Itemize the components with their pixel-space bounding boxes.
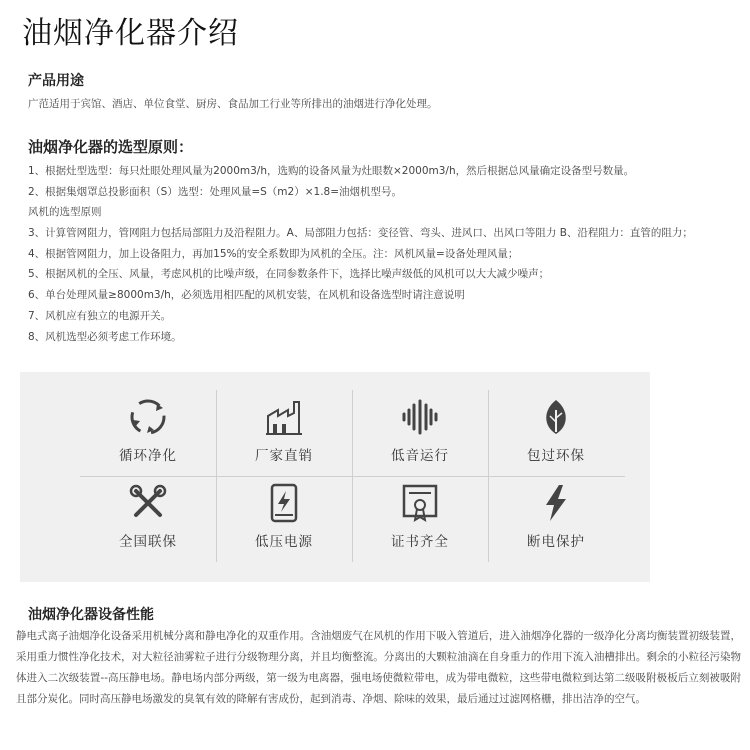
feature-label: 厂家直销	[255, 448, 313, 464]
feature-power-protection	[488, 476, 624, 562]
rule-line: 风机的选型原则	[28, 206, 102, 219]
lightning-icon	[535, 482, 577, 524]
selection-rules-list	[28, 161, 693, 347]
certificate-icon	[399, 482, 441, 524]
feature-label: 低音运行	[391, 448, 449, 464]
sound-wave-icon	[399, 396, 441, 438]
feature-label: 低压电源	[255, 534, 313, 550]
performance-heading: 油烟净化器设备性能	[28, 607, 154, 623]
feature-label: 证书齐全	[391, 534, 449, 550]
recycle-icon	[127, 396, 169, 438]
rule-line: 6、单台处理风量≥8000m3/h，必须选用相匹配的风机安装，在风机和设备选型时请注意说明	[28, 289, 465, 302]
feature-low-noise	[352, 390, 488, 476]
feature-label: 包过环保	[527, 448, 585, 464]
rule-line: 8、风机选型必须考虑工作环境。	[28, 330, 182, 343]
selection-heading: 油烟净化器的选型原则：	[28, 138, 194, 156]
feature-low-voltage	[216, 476, 352, 562]
factory-icon	[263, 396, 305, 438]
tools-icon	[127, 482, 169, 524]
feature-label: 断电保护	[527, 534, 585, 550]
performance-text: 静电式离子油烟净化设备采用机械分离和静电净化的双重作用。含油烟废气在风机的作用下吸入管道后，进入油烟净化器的一级净化分离均衡装置初级装置，采用重力惯性净化技术，对大粒径油雾粒子进行分级物理分离，并且均衡整流。分离出的大颗粒油滴在自身重力的作用下流入油槽排出。剩余的小粒径污染物体进入二次级装置--高压静电场。静电场内部分两级，第一级为电离器，强电场使微粒带电，成为带电微粒，这些带电微粒到达第二级吸附极板后立刻被吸附且部分炭化。同时高压静电场激发的臭氧有效的降解有害成份，起到消毒、净烟、除味的效果，最后通过过滤网格栅，排出洁净的空气。	[16, 630, 741, 705]
rule-line: 5、根据风机的全压、风量，考虑风机的比噪声级，在同参数条件下，选择比噪声级低的风机可以大大减少噪声；	[28, 268, 550, 281]
rule-line: 1、根据灶型选型：每只灶眼处理风量为2000m3/h，选购的设备风量为灶眼数×2000m3/h，然后根据总风量确定设备型号数量。	[28, 165, 635, 177]
feature-recycle	[80, 390, 216, 476]
leaf-icon	[535, 396, 577, 438]
feature-eco	[488, 390, 624, 476]
rule-line: 2、根据集烟罩总投影面积（S）选型：处理风量=S（m2）×1.8=油烟机型号。	[28, 185, 403, 198]
usage-heading: 产品用途	[28, 73, 84, 89]
battery-icon	[263, 482, 305, 524]
feature-warranty	[80, 476, 216, 562]
rule-line: 7、风机应有独立的电源开关。	[28, 309, 172, 322]
feature-factory	[216, 390, 352, 476]
page-title: 油烟净化器介绍	[22, 16, 239, 51]
usage-text: 广范适用于宾馆、酒店、单位食堂、厨房、食品加工行业等所排出的油烟进行净化处理。	[28, 98, 438, 110]
rule-line: 3、计算管网阻力，管网阻力包括局部阻力及沿程阻力。A、局部阻力包括：变径管、弯头、进风口、出风口等阻力 B、沿程阻力：直管的阻力；	[28, 227, 693, 240]
rule-line: 4、根据管网阻力，加上设备阻力，再加15%的安全系数即为风机的全压。注：风机风量=设备处理风量；	[28, 247, 519, 260]
features-panel	[20, 372, 650, 582]
feature-certificates	[352, 476, 488, 562]
feature-label: 循环净化	[119, 448, 177, 464]
feature-label: 全国联保	[119, 534, 177, 550]
features-grid	[80, 390, 625, 562]
